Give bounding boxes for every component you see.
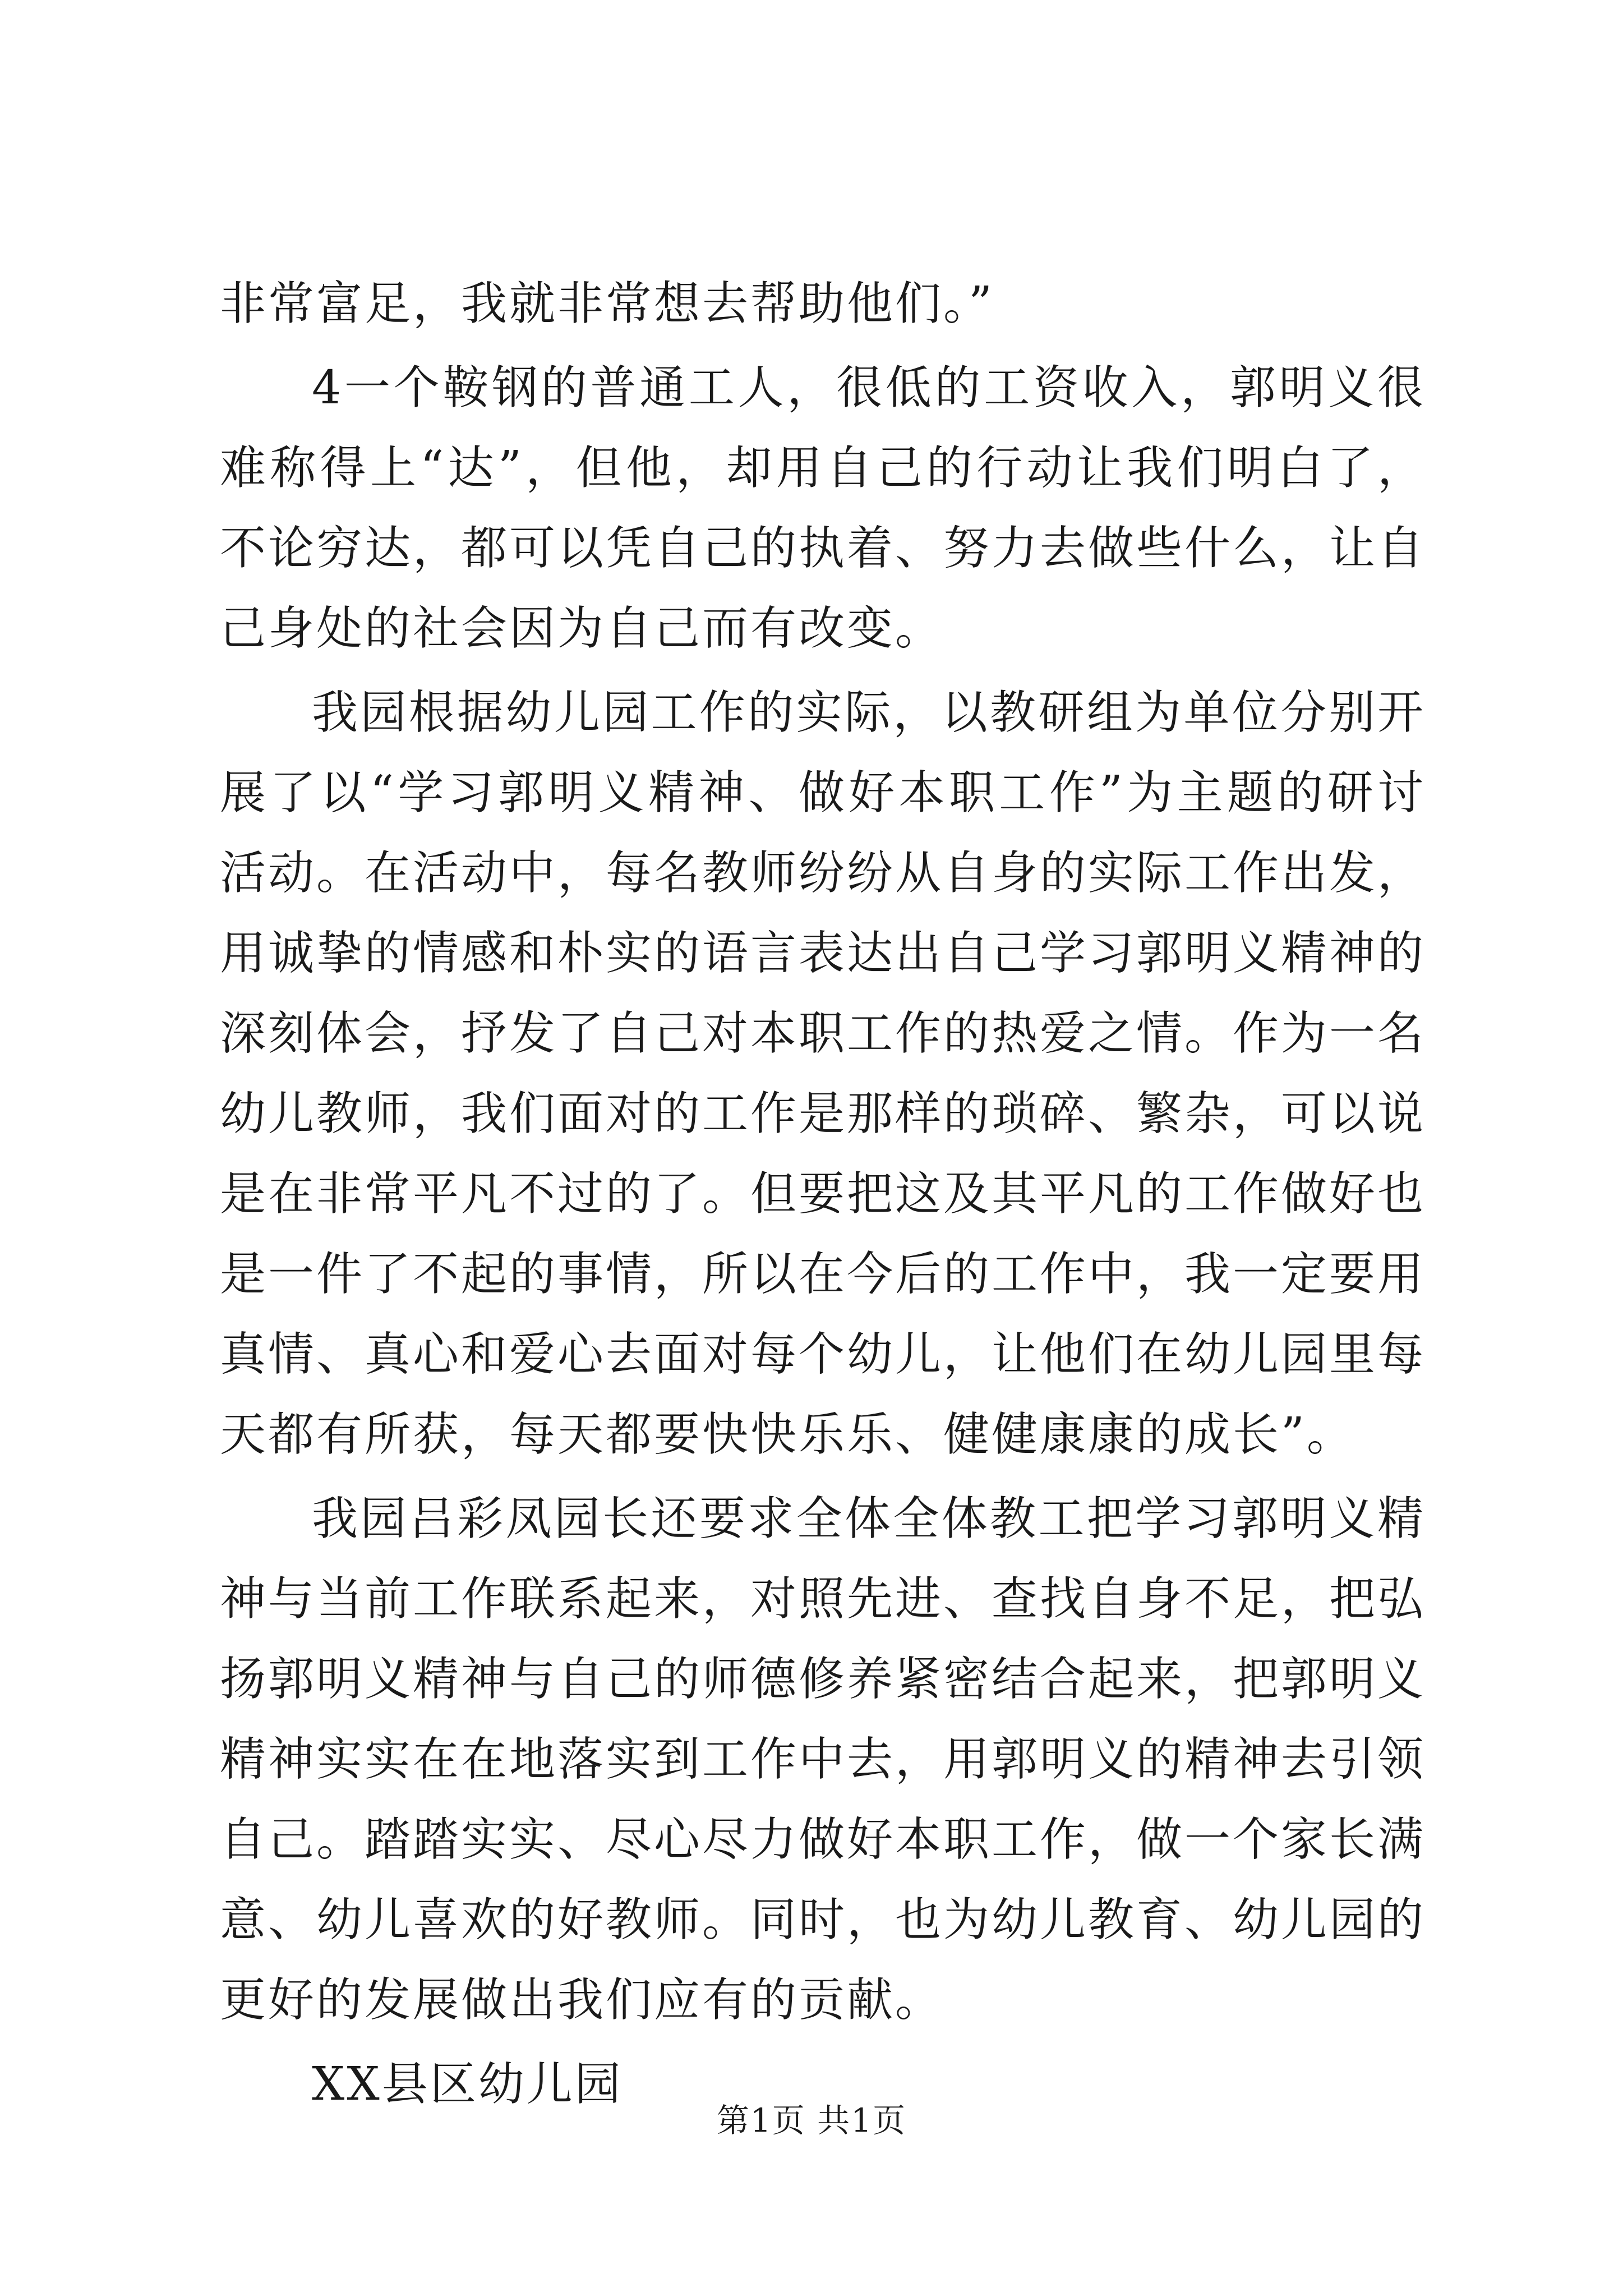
paragraph-signature: XX县区幼儿园 xyxy=(312,2058,623,2111)
page-footer: 第1页 共1页 xyxy=(716,2101,907,2139)
paragraph-director-requirements: 我园吕彩凤园长还要求全体全体教工把学习郭明义精神与当前工作联系起来，对照先进、查找自身不足，把弘扬郭明义精神与自己的师德修养紧密结合起来，把郭明义精神实实在在地落实到工作中去，用郭明义的精神去引领自己。踏踏实实、尽心尽力做好本职工作，做一个家长满意、幼儿喜欢的好教师。同时，也为幼儿教育、幼儿园的更好的发展做出我们应有的贡献。 xyxy=(220,1492,1426,2027)
paragraph-guo-mingyi-worker: 4一个鞍钢的普通工人，很低的工资收入，郭明义很难称得上“达”，但他，却用自己的行动让我们明白了，不论穷达，都可以凭自己的执着、努力去做些什么，让自己身处的社会因为自己而有改变。 xyxy=(220,361,1426,655)
document-body xyxy=(220,264,1426,2128)
paragraph-continuation: 非常富足，我就非常想去帮助他们。” xyxy=(220,277,994,330)
paragraph-seminar-activity: 我园根据幼儿园工作的实际，以教研组为单位分别开展了以“学习郭明义精神、做好本职工作”为主题的研讨活动。在活动中，每名教师纷纷从自身的实际工作出发，用诚挚的情感和朴实的语言表达出自己学习郭明义精神的深刻体会，抒发了自己对本职工作的热爱之情。作为一名幼儿教师，我们面对的工作是那样的琐碎、繁杂，可以说是在非常平凡不过的了。但要把这及其平凡的工作做好也是一件了不起的事情，所以在今后的工作中，我一定要用真情、真心和爱心去面对每个幼儿，让他们在幼儿园里每天都有所获，每天都要快快乐乐、健健康康的成长”。 xyxy=(220,686,1426,1461)
